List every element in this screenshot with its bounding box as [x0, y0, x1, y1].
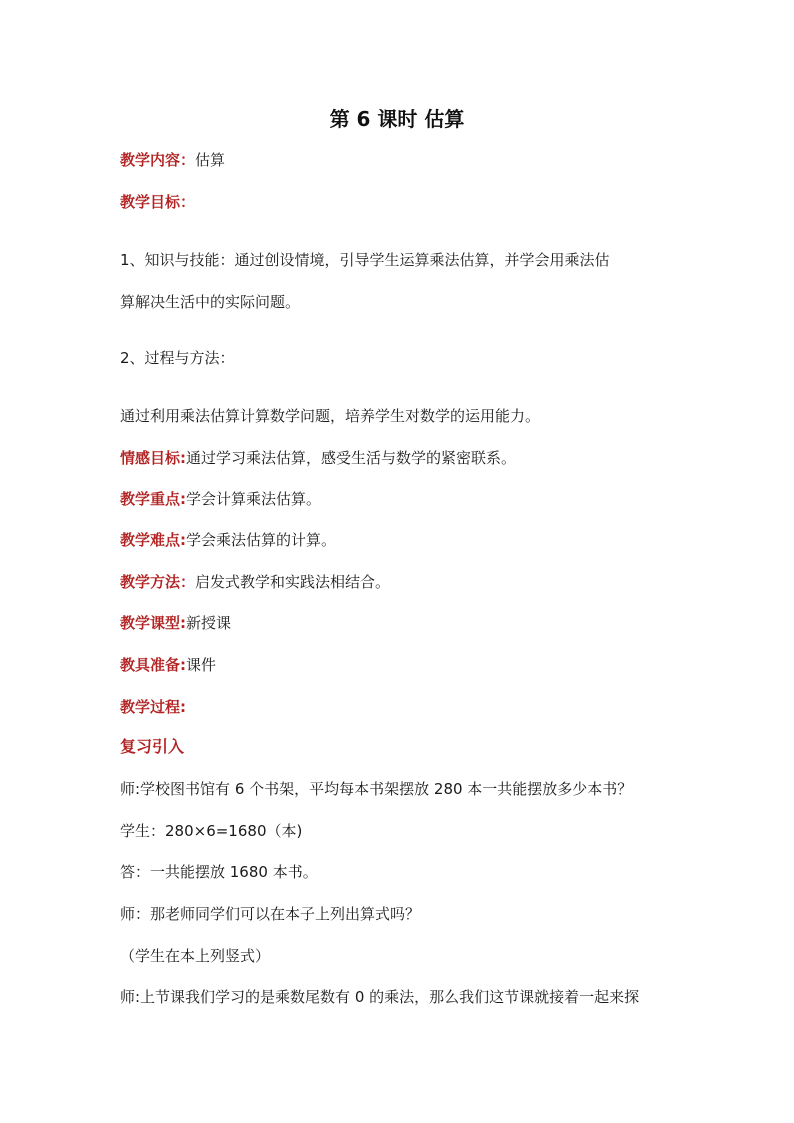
emotion-value: 通过学习乘法估算，感受生活与数学的紧密联系。: [186, 449, 517, 467]
difficult-value: 学会乘法估算的计算。: [186, 531, 337, 549]
method-row: [120, 572, 390, 592]
type-row: [120, 613, 231, 633]
difficult-label: 教学难点:: [120, 531, 186, 549]
type-value: 新授课: [186, 614, 232, 632]
prep-row: [120, 655, 216, 675]
difficult-row: [120, 530, 336, 550]
process-label: 教学过程:: [120, 698, 186, 716]
goal-1-line-b: 算解决生活中的实际问题。: [120, 293, 301, 311]
content-value: 估算: [195, 151, 226, 169]
emotion-row: [120, 448, 516, 468]
goal-2-text: 通过利用乘法估算计算数学问题，培养学生对数学的运用能力。: [120, 407, 541, 425]
dialogue-line-4: 师：那老师同学们可以在本子上列出算式吗？: [120, 905, 421, 923]
method-label: 教学方法：: [120, 573, 196, 591]
type-label: 教学课型:: [120, 614, 186, 632]
dialogue-line-2: 学生：280×6=1680（本): [120, 822, 303, 840]
dialogue-line-6: 师:上节课我们学习的是乘数尾数有 0 的乘法，那么我们这节课就接着一起来探: [120, 988, 640, 1006]
emotion-label: 情感目标:: [120, 449, 186, 467]
dialogue-line-3: 答：一共能摆放 1680 本书。: [120, 863, 318, 881]
prep-value: 课件: [186, 656, 217, 674]
content-label: 教学内容：: [120, 151, 196, 169]
content-row: [120, 150, 225, 170]
key-row: [120, 489, 321, 509]
goal-row: [120, 192, 195, 212]
goal-2-line: 2、过程与方法：: [120, 349, 235, 367]
dialogue-line-5: （学生在本上列竖式）: [120, 947, 271, 965]
goal-1-line-a: 1、知识与技能：通过创设情境，引导学生运算乘法估算，并学会用乘法估: [120, 251, 610, 269]
review-heading: 复习引入: [120, 737, 185, 756]
key-value: 学会计算乘法估算。: [186, 490, 322, 508]
process-row: [120, 697, 186, 717]
page-title: 第 6 课时 估算: [329, 107, 465, 131]
dialogue-line-1: 师:学校图书馆有 6 个书架，平均每本书架摆放 280 本一共能摆放多少本书？: [120, 780, 633, 798]
prep-label: 教具准备:: [120, 656, 186, 674]
method-value: 启发式教学和实践法相结合。: [195, 573, 391, 591]
goal-label: 教学目标：: [120, 193, 196, 211]
key-label: 教学重点:: [120, 490, 186, 508]
